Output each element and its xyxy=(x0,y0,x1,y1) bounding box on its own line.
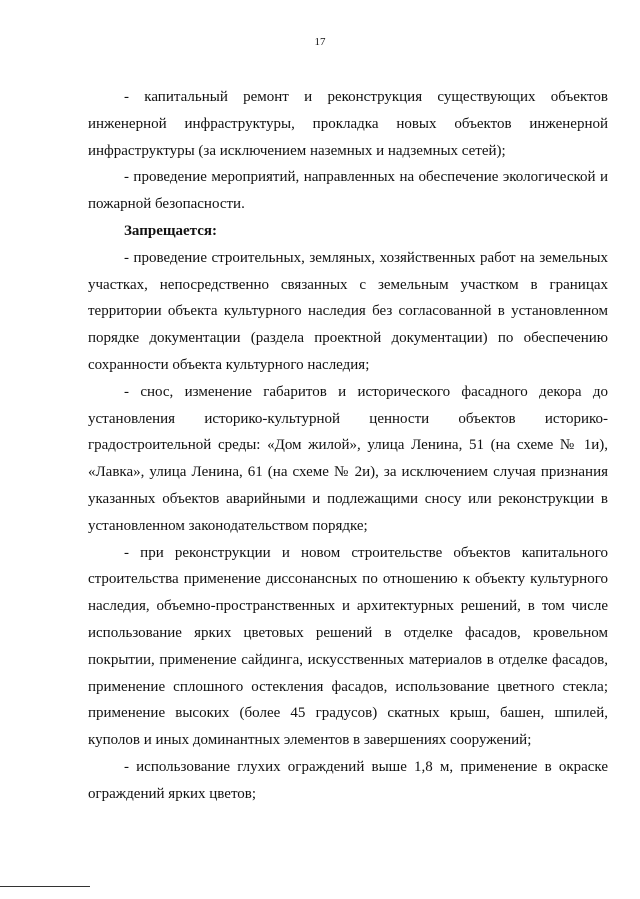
prohibited-item-demolition: - снос, изменение габаритов и исторического фасадного декора до установления историко-культурной ценности объектов историко-градостроительной среды: «Дом жилой», улица Ленина, 51 (на схеме № 1и), «Лавка», улица Ленина, 61 (на схеме № 2и), за исключением случая признания указанных объектов аварийными и подлежащими сносу или реконструкции в установленном законодательством порядке; xyxy=(88,383,608,534)
paragraph-safety-measures: - проведение мероприятий, направленных на обеспечение экологической и пожарной безопасности. xyxy=(88,169,608,213)
prohibited-item-construction: - при реконструкции и новом строительстве объектов капитального строительства применение диссонансных по отношению к объекту культурного наследия, объемно-пространственных и архитектурных решений, в том числе использование ярких цветовых решений в отделке фасадов, кровельном покрытии, применение сайдинга, искусственных материалов в отделке фасадов, применение сплошного остекления фасадов, использование цветного стекла; применение высоких (более 45 градусов) скатных крыш, башен, шпилей, куполов и иных доминантных элементов в завершениях сооружений; xyxy=(88,544,608,749)
section-heading-prohibited: Запрещается: xyxy=(124,222,218,239)
prohibited-item-fences: - использование глухих ограждений выше 1,8 м, применение в окраске ограждений ярких цветов; xyxy=(88,758,608,802)
document-body xyxy=(88,84,608,808)
prohibited-item-works: - проведение строительных, земляных, хозяйственных работ на земельных участках, непосредственно связанных с земельным участком в границах территории объекта культурного наследия без согласованной в установленном порядке документации (раздела проектной документации) по обеспечению сохранности объекта культурного наследия; xyxy=(88,249,608,373)
paragraph-capital-repair: - капитальный ремонт и реконструкция существующих объектов инженерной инфраструктуры, прокладка новых объектов инженерной инфраструктуры (за исключением наземных и надземных сетей); xyxy=(88,89,608,159)
footnote-divider xyxy=(0,886,90,887)
page-number: 17 xyxy=(314,36,326,48)
